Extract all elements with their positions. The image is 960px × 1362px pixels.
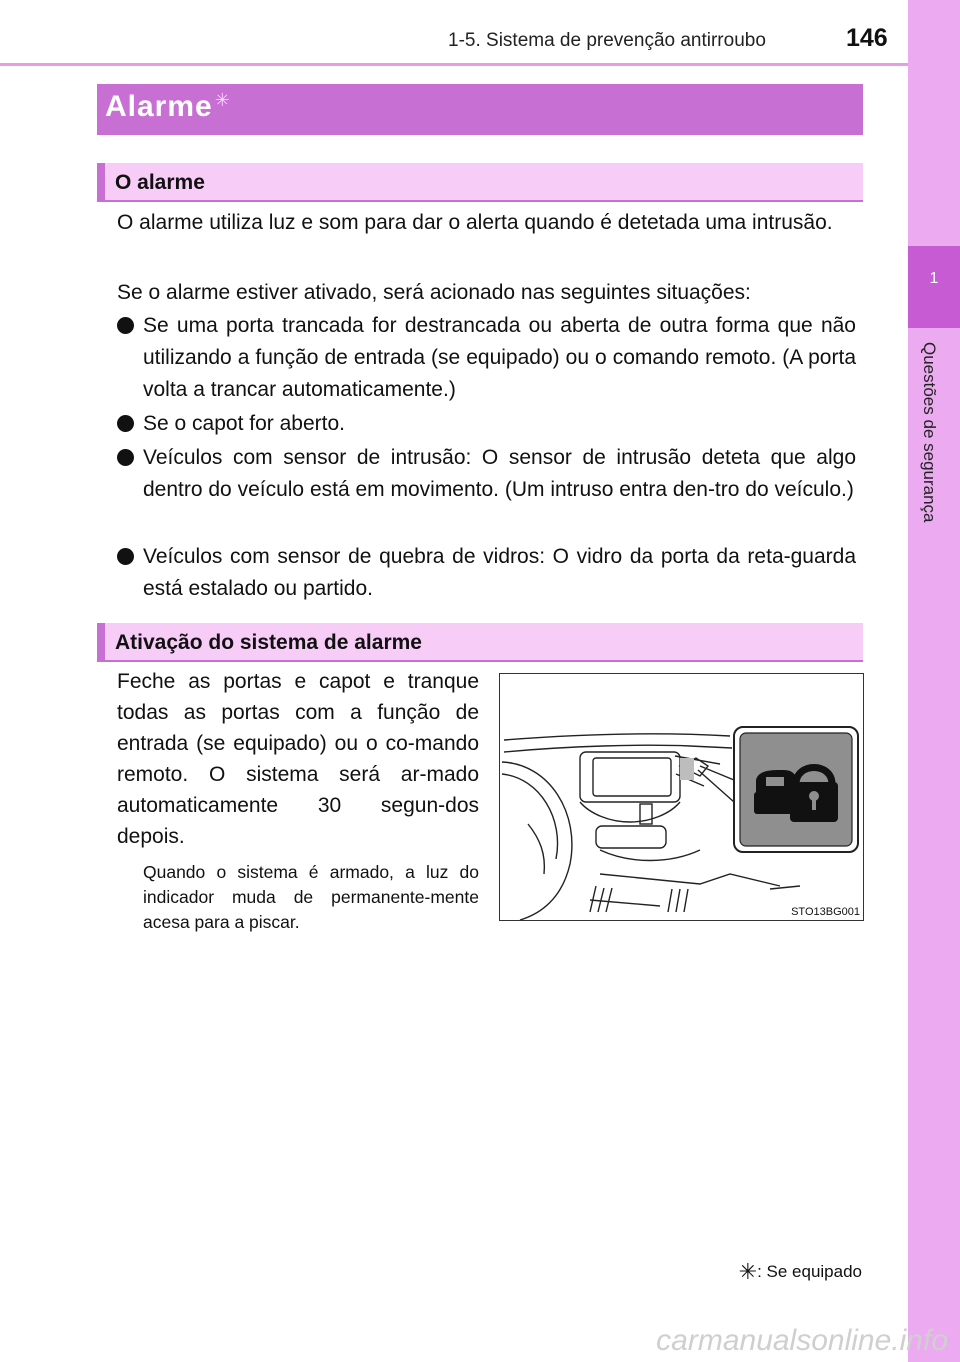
bullet-icon bbox=[117, 415, 134, 432]
bullet-icon bbox=[117, 317, 134, 334]
bullet-icon bbox=[117, 449, 134, 466]
bullet-icon bbox=[117, 548, 134, 565]
activation-paragraph: Feche as portas e capot e tranque todas as portas com a função de entrada (se equipado) ou o co-mando remoto. O sistema será ar-mado automaticamente 30 segun-dos depois. bbox=[117, 670, 479, 848]
dashboard-illustration bbox=[499, 673, 864, 921]
illustration-code: STO13BG001 bbox=[791, 906, 860, 918]
chapter-title: Questões de segurança bbox=[920, 342, 939, 523]
list-item-text: Se uma porta trancada for destrancada ou aberta de outra forma que não utilizando a função de entrada (se equipado) ou o comando remoto. (A porta volta a trancar automaticamente.) bbox=[143, 314, 856, 401]
footnote bbox=[739, 1259, 862, 1285]
optional-equipment-star-icon: ✳ bbox=[738, 1259, 758, 1284]
section-heading-bar bbox=[97, 163, 863, 202]
chapter-side-tab bbox=[908, 0, 960, 1362]
list-item-text: Se o capot for aberto. bbox=[143, 412, 345, 435]
page-title bbox=[105, 90, 231, 124]
dashboard-drawing bbox=[500, 674, 863, 920]
optional-equipment-star-icon: ✳ bbox=[214, 90, 231, 110]
footnote-text: : Se equipado bbox=[757, 1262, 862, 1281]
list-item bbox=[117, 541, 856, 605]
list-item bbox=[117, 408, 856, 440]
chapter-number: 1 bbox=[929, 270, 939, 287]
watermark: carmanualsonline.info bbox=[656, 1324, 948, 1357]
activation-note: Quando o sistema é armado, a luz do indicador muda de permanente-mente acesa para a piscar. bbox=[143, 862, 479, 932]
list-item bbox=[117, 310, 856, 406]
list-item-text: Veículos com sensor de quebra de vidros: O vidro da porta da reta-guarda está estalado ou partido. bbox=[143, 545, 856, 600]
lead-paragraph: Se o alarme estiver ativado, será acionado nas seguintes situações: bbox=[117, 281, 751, 304]
section-heading: O alarme bbox=[115, 171, 205, 194]
page-title-text: Alarme bbox=[105, 90, 213, 123]
page-number: 146 bbox=[846, 24, 888, 52]
section-heading-bar bbox=[97, 623, 863, 662]
main-title-bar bbox=[97, 84, 863, 135]
list-item-text: Veículos com sensor de intrusão: O sensor de intrusão deteta que algo dentro do veículo está em movimento. (Um intruso entra den-tro do veículo.) bbox=[143, 446, 856, 501]
list-item bbox=[117, 442, 856, 506]
intro-paragraph: O alarme utiliza luz e som para dar o alerta quando é detetada uma intrusão. bbox=[117, 211, 833, 234]
running-header-section: 1-5. Sistema de prevenção antirroubo bbox=[448, 30, 766, 51]
section-heading: Ativação do sistema de alarme bbox=[115, 631, 422, 654]
header-divider bbox=[0, 63, 908, 66]
